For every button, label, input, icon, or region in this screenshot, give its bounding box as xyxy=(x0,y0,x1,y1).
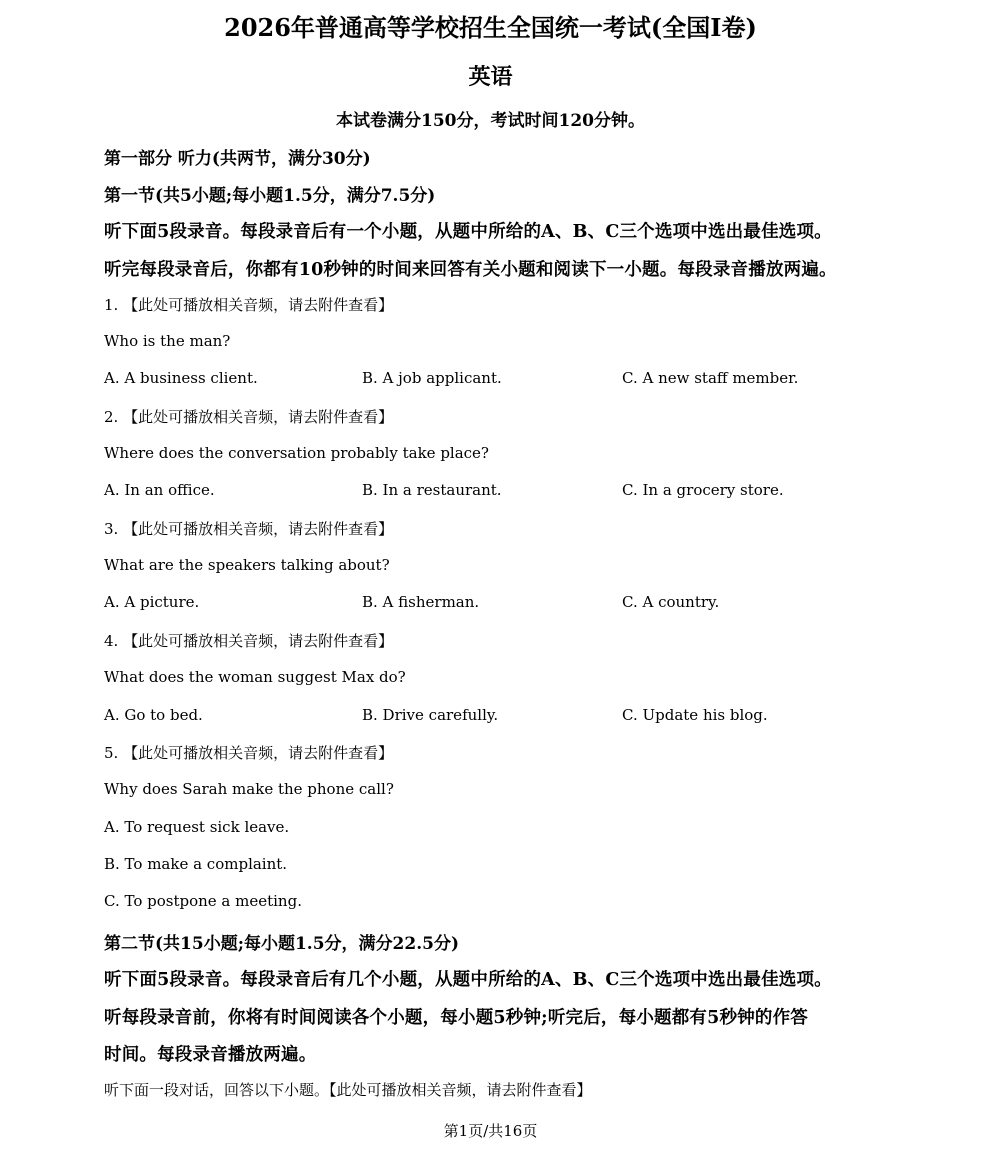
section2-instruction-2: 听每段录音前，你将有时间阅读各个小题，每小题5秒钟;听完后，每小题都有5秒钟的作答 xyxy=(104,1008,809,1028)
question-4-option-c: C. Update his blog. xyxy=(622,706,768,724)
question-4-audio[interactable]: 4. 【此处可播放相关音频，请去附件查看】 xyxy=(104,632,394,650)
question-3-audio[interactable]: 3. 【此处可播放相关音频，请去附件查看】 xyxy=(104,520,394,538)
section2-instruction-1: 听下面5段录音。每段录音后有几个小题，从题中所给的A、B、C三个选项中选出最佳选项。 xyxy=(104,970,832,990)
question-5-option-c: C. To postpone a meeting. xyxy=(104,892,302,910)
exam-title: 2026年普通高等学校招生全国统一考试(全国Ⅰ卷) xyxy=(224,13,757,42)
question-2-option-b: B. In a restaurant. xyxy=(362,481,502,499)
question-3-text: What are the speakers talking about? xyxy=(104,556,390,574)
question-4-option-a: A. Go to bed. xyxy=(104,706,203,724)
question-5-text: Why does Sarah make the phone call? xyxy=(104,780,394,798)
question-3-option-c: C. A country. xyxy=(622,593,720,611)
question-1-option-b: B. A job applicant. xyxy=(362,369,502,387)
exam-note: 本试卷满分150分，考试时间120分钟。 xyxy=(336,111,645,131)
question-2-option-c: C. In a grocery store. xyxy=(622,481,784,499)
section2-instruction-3: 时间。每段录音播放两遍。 xyxy=(104,1045,317,1065)
page-number: 第1页/共16页 xyxy=(443,1122,538,1140)
question-1-audio[interactable]: 1. 【此处可播放相关音频，请去附件查看】 xyxy=(104,296,394,314)
question-2-audio[interactable]: 2. 【此处可播放相关音频，请去附件查看】 xyxy=(104,408,394,426)
section1-heading: 第一节(共5小题;每小题1.5分，满分7.5分) xyxy=(104,186,436,206)
subject-title: 英语 xyxy=(468,64,513,90)
question-4-option-b: B. Drive carefully. xyxy=(362,706,499,724)
question-1-option-c: C. A new staff member. xyxy=(622,369,799,387)
question-2-text: Where does the conversation probably take place? xyxy=(104,444,489,462)
section1-instruction-2: 听完每段录音后，你都有10秒钟的时间来回答有关小题和阅读下一小题。每段录音播放两遍。 xyxy=(104,260,837,280)
question-1-option-a: A. A business client. xyxy=(104,369,258,387)
question-3-option-b: B. A fisherman. xyxy=(362,593,480,611)
section2-heading: 第二节(共15小题;每小题1.5分，满分22.5分) xyxy=(104,934,459,954)
question-3-option-a: A. A picture. xyxy=(104,593,200,611)
question-2-option-a: A. In an office. xyxy=(104,481,215,499)
question-5-option-b: B. To make a complaint. xyxy=(104,855,288,873)
section1-instruction-1: 听下面5段录音。每段录音后有一个小题，从题中所给的A、B、C三个选项中选出最佳选项。 xyxy=(104,222,832,242)
question-5-option-a: A. To request sick leave. xyxy=(104,818,290,836)
question-4-text: What does the woman suggest Max do? xyxy=(104,668,406,686)
question-1-text: Who is the man? xyxy=(104,332,231,350)
part1-heading: 第一部分 听力(共两节，满分30分) xyxy=(104,149,371,169)
section2-lead[interactable]: 听下面一段对话，回答以下小题。【此处可播放相关音频，请去附件查看】 xyxy=(104,1081,592,1099)
question-5-audio[interactable]: 5. 【此处可播放相关音频，请去附件查看】 xyxy=(104,744,394,762)
